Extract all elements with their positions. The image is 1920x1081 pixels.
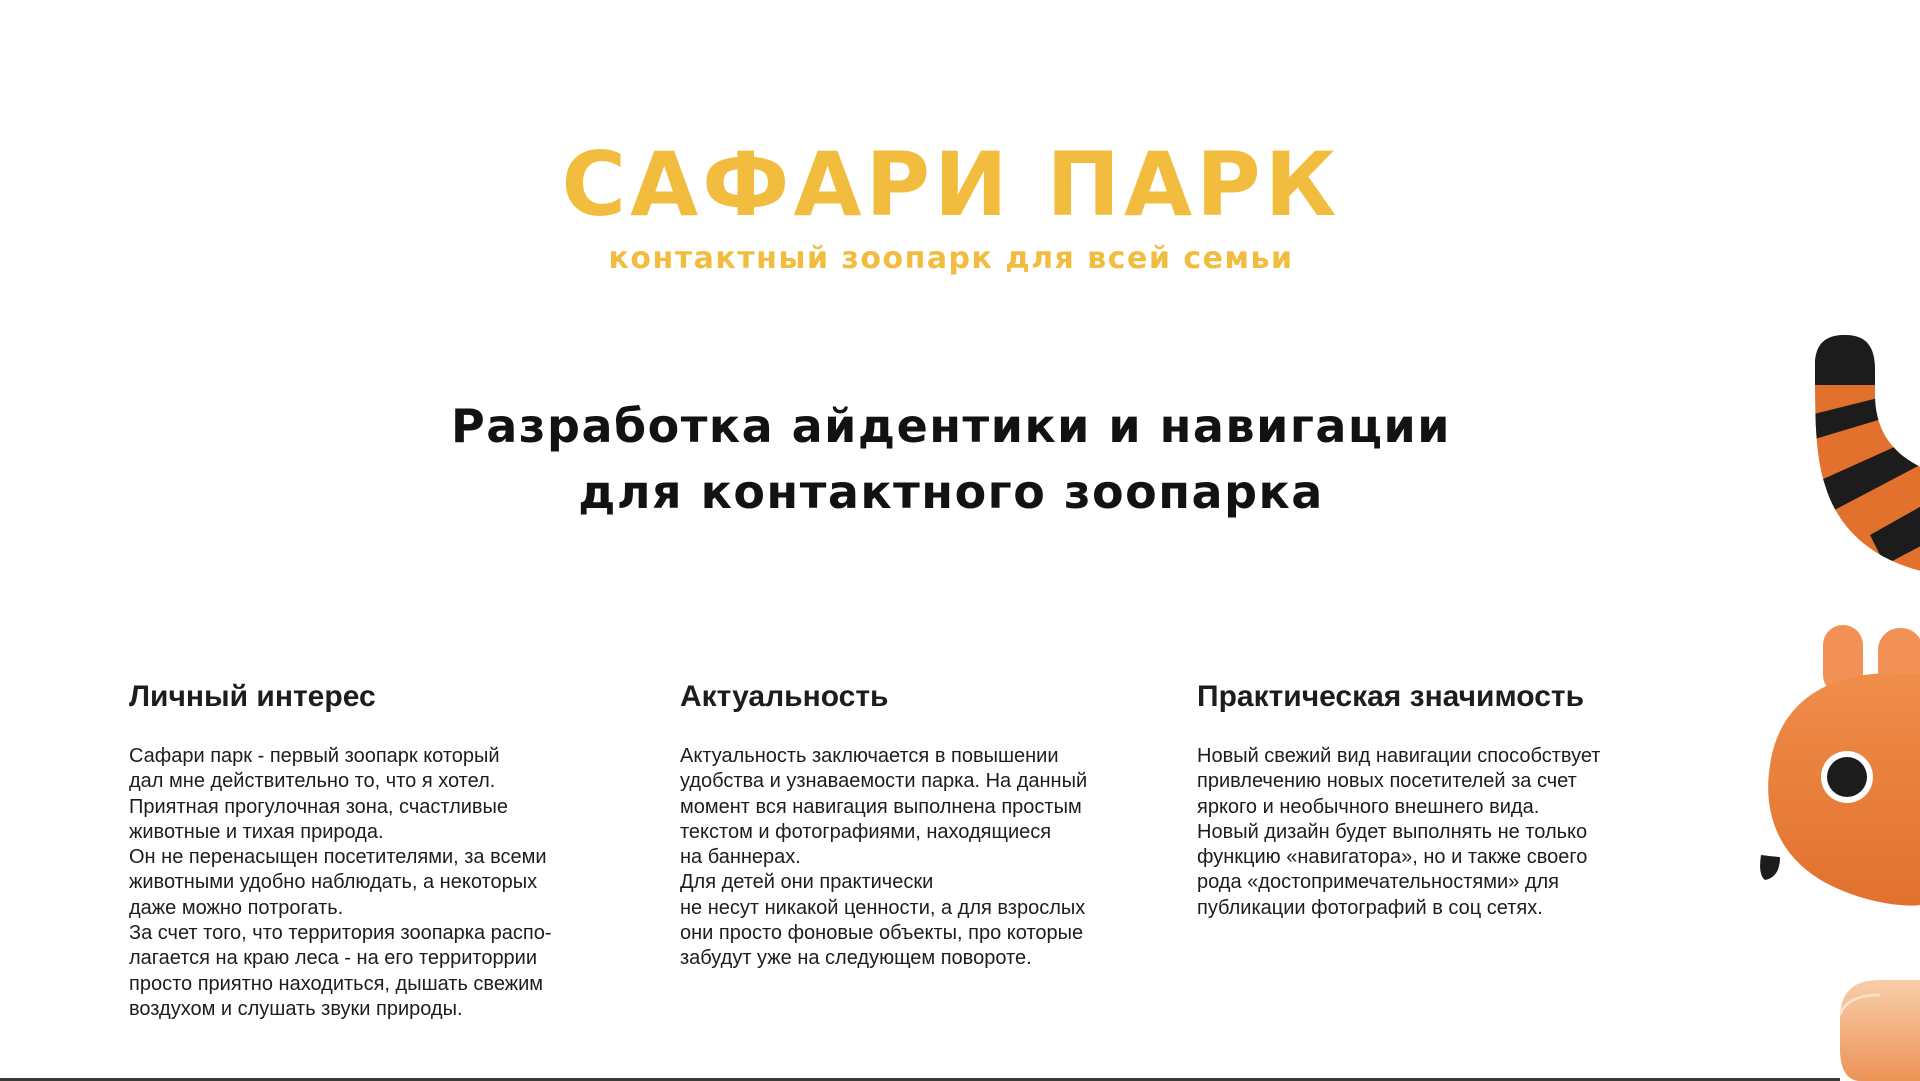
body-line: привлечению новых посетителей за счет [1197,770,1577,793]
tiger-tail-illustration [1770,325,1920,575]
body-line: просто приятно находиться, дышать свежим [129,972,544,995]
column-body [680,744,1160,972]
body-line: функцию «навигатора», но и также своего [1197,846,1588,869]
body-line: на баннерах. [680,846,801,869]
body-line: Новый дизайн будет выполнять не только [1197,820,1588,843]
body-line: воздухом и слушать звуки природы. [129,997,463,1020]
logo-title: САФАРИ ПАРК [561,133,1341,236]
body-line: Приятная прогулочная зона, счастливые [129,795,509,818]
body-line: Новый свежий вид навигации способствует [1197,745,1601,767]
body-line: текстом и фотографиями, находящиеся [680,820,1052,843]
body-line: рода «достопримечательностями» для [1197,871,1559,894]
body-line: животные и тихая природа. [129,820,384,843]
body-line: Актуальность заключается в повышении [680,745,1059,767]
body-line: момент вся навигация выполнена простым [680,795,1082,818]
body-line: дал мне действительно то, что я хотел. [129,770,496,793]
body-line: яркого и необычного внешнего вида. [1197,795,1540,818]
column-personal-interest [129,676,629,1022]
page-headline [0,393,1902,525]
column-relevance [680,676,1160,972]
column-heading: Актуальность [680,680,889,713]
logo-subtitle: контактный зоопарк для всей семьи [608,241,1294,276]
column-practical-value [1197,676,1717,921]
body-line: удобства и узнаваемости парка. На данный [680,770,1088,793]
column-heading: Личный интерес [129,680,376,713]
body-line: лагается на краю леса - на его территоррии [129,947,538,970]
body-line: За счет того, что территория зоопарка распо- [129,922,552,945]
paw-illustration [1840,980,1920,1081]
body-line: Он не перенасыщен посетителями, за всеми [129,846,547,869]
column-body [1197,744,1717,921]
body-line: публикации фотографий в соц сетях. [1197,896,1543,919]
body-line: Для детей они практически [680,871,934,894]
headline-line-1: Разработка айдентики и навигации [451,399,1451,453]
column-heading: Практическая значимость [1197,680,1585,713]
body-line: даже можно потрогать. [129,896,344,919]
orange-bear-illustration [1720,625,1920,925]
headline-line-2: для контактного зоопарка [578,465,1324,519]
body-line: не несут никакой ценности, а для взрослых [680,896,1086,919]
column-body [129,744,629,1022]
brand-logo [0,135,1902,277]
body-line: забудут уже на следующем повороте. [680,947,1032,970]
body-line: животными удобно наблюдать, а некоторых [129,871,538,894]
body-line: Сафари парк - первый зоопарк который [129,745,500,767]
body-line: они просто фоновые объекты, про которые [680,922,1084,945]
